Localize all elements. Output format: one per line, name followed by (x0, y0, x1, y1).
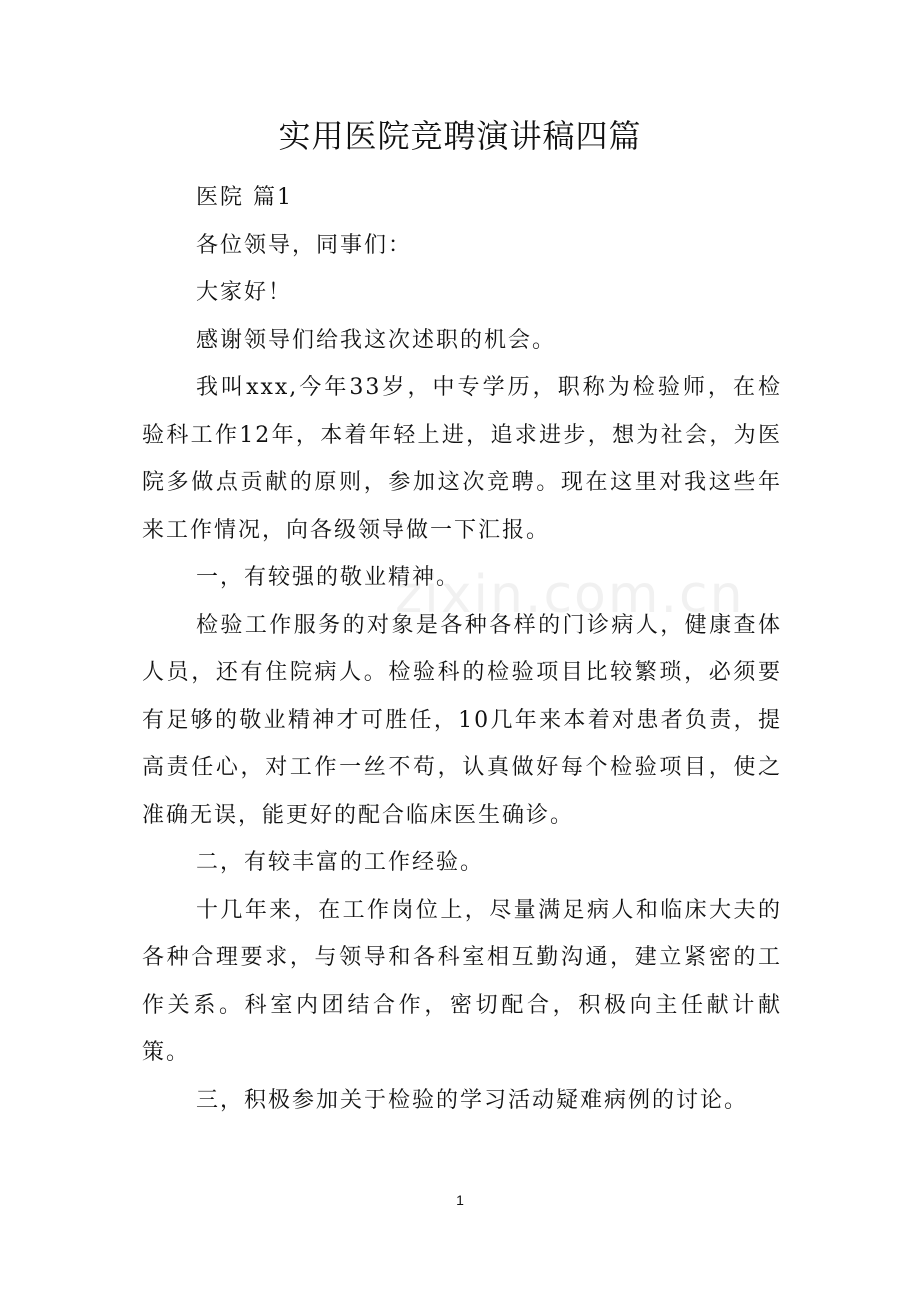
body-paragraph: 我叫xxx,今年33岁，中专学历，职称为检验师，在检验科工作12年，本着年轻上进，追求进步，想为社会，为医院多做点贡献的原则，参加这次竞聘。现在这里对我这些年来工作情况，向各级领导做一下汇报。 (142, 375, 782, 543)
watermark: zixin.com.cn (395, 565, 745, 625)
salutation: 各位领导，同事们： (196, 232, 413, 258)
document-title: 实用医院竞聘演讲稿四篇 (278, 117, 642, 155)
section-heading: 医院 篇1 (196, 185, 293, 210)
point-heading: 三，积极参加关于检验的学习活动疑难病例的讨论。 (196, 1087, 749, 1113)
point-heading: 一，有较强的敬业精神。 (196, 565, 461, 590)
body-paragraph: 十几年来，在工作岗位上，尽量满足病人和临床大夫的各种合理要求，与领导和各科室相互勤沟通，建立紧密的工作关系。科室内团结合作，密切配合，积极向主任献计献策。 (142, 897, 782, 1065)
point-heading: 二，有较丰富的工作经验。 (196, 850, 485, 875)
body-paragraph: 检验工作服务的对象是各种各样的门诊病人，健康查体人员，还有住院病人。检验科的检验项目比较繁琐，必须要有足够的敬业精神才可胜任，10几年来本着对患者负责，提高责任心，对工作一丝不苟，认真做好每个检验项目，使之准确无误，能更好的配合临床医生确诊。 (142, 612, 782, 828)
document-body (142, 174, 782, 1124)
greeting: 大家好！ (196, 280, 293, 305)
body-paragraph: 感谢领导们给我这次述职的机会。 (196, 327, 557, 353)
page-number: 1 (456, 1192, 464, 1208)
